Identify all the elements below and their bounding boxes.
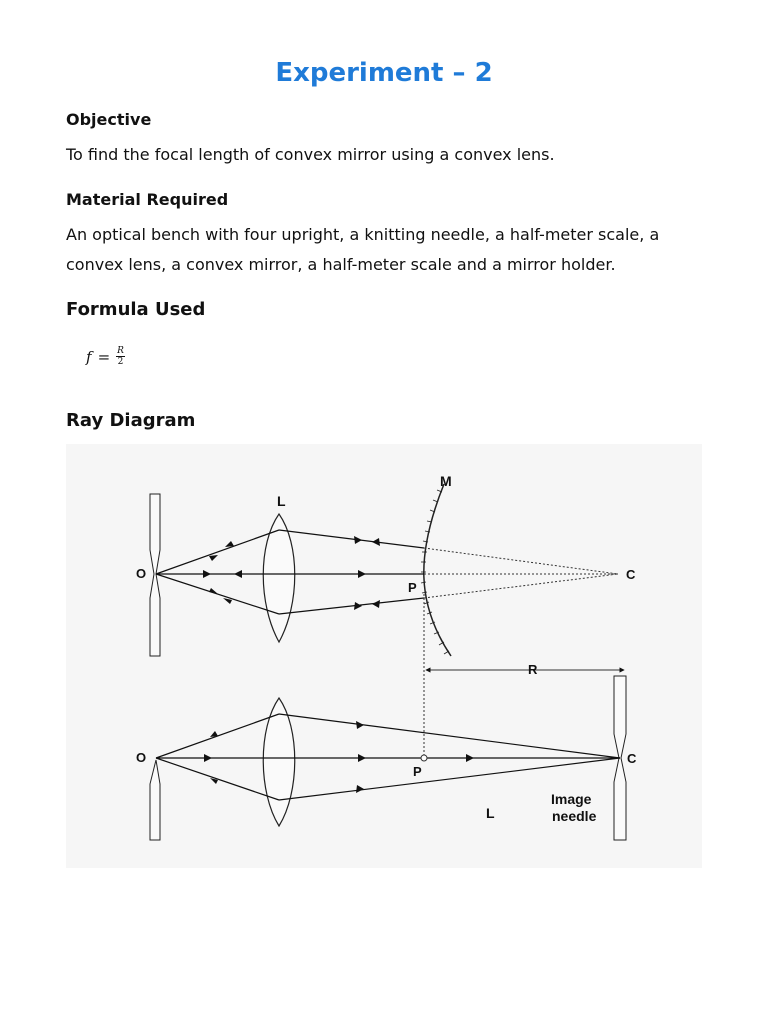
label-m: M [440, 473, 452, 489]
arrows-bottom [204, 721, 474, 793]
material-heading: Material Required [66, 190, 229, 209]
formula-expression [86, 346, 125, 367]
lens-top [263, 514, 295, 642]
lens-bottom [263, 698, 295, 826]
material-line-2: convex lens, a convex mirror, a half-meter scale and a mirror holder. [66, 255, 616, 274]
pole-point-bottom [421, 755, 427, 761]
label-c-bottom: C [627, 751, 637, 766]
page-title: Experiment – 2 [275, 58, 493, 88]
formula-heading: Formula Used [66, 299, 206, 320]
ray-diagram-svg [66, 444, 702, 868]
label-c-top: C [626, 567, 636, 582]
label-o-top: O [136, 566, 147, 581]
convex-mirror [424, 484, 451, 656]
formula-lhs: f [86, 347, 92, 366]
ray-diagram [66, 444, 702, 868]
object-needle-bottom [150, 760, 160, 840]
label-l-top: L [277, 493, 286, 509]
rays-bottom [156, 714, 620, 800]
label-r: R [528, 662, 538, 677]
ray-diagram-heading: Ray Diagram [66, 410, 196, 431]
formula-equals: = [97, 347, 111, 366]
label-l-bottom: L [486, 805, 495, 821]
label-image-line-1: Image [551, 791, 592, 807]
formula-numerator: R [117, 346, 124, 356]
label-p-top: P [408, 580, 417, 595]
label-o-bottom: O [136, 750, 147, 765]
label-image-line-2: needle [552, 808, 597, 824]
formula-fraction [116, 346, 125, 367]
mirror-hatching [421, 490, 449, 654]
label-p-bottom: P [413, 764, 422, 779]
formula-denominator: 2 [117, 357, 124, 367]
objective-heading: Objective [66, 110, 152, 129]
material-line-1: An optical bench with four upright, a knitting needle, a half-meter scale, a [66, 225, 660, 244]
virtual-rays [424, 548, 618, 598]
objective-text: To find the focal length of convex mirror using a convex lens. [66, 145, 555, 164]
